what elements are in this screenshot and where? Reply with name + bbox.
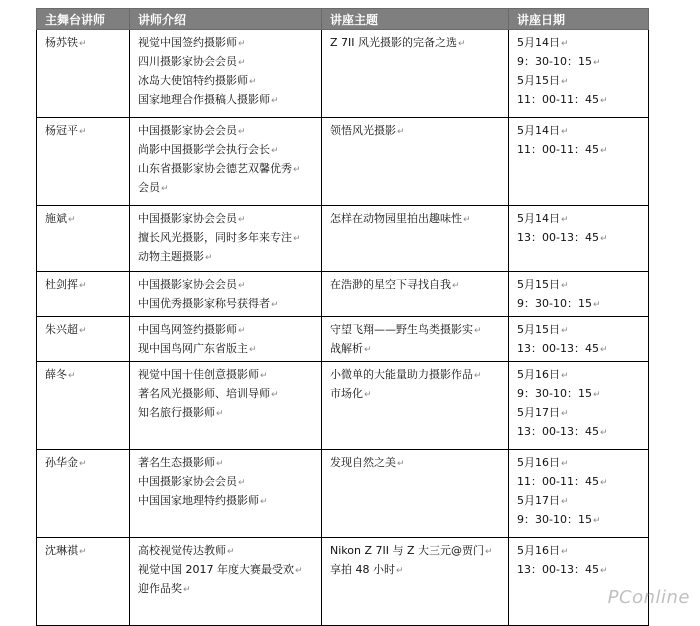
paragraph-mark-icon: ↵: [561, 547, 569, 557]
intro-line-text: 国家地理合作摄稿人摄影师: [138, 93, 270, 106]
topic-line: [330, 122, 504, 141]
paragraph-mark-icon: ↵: [238, 58, 246, 68]
cell-lecture-date: [509, 206, 649, 272]
cell-lecturer-intro: [130, 538, 322, 626]
intro-line-text: 现中国鸟网广东省版主: [138, 342, 248, 355]
date-line-text: 11：00-11：45: [517, 143, 599, 156]
paragraph-mark-icon: ↵: [79, 459, 87, 469]
intro-line-text: 动物主题摄影: [138, 250, 204, 263]
paragraph-mark-icon: ↵: [79, 281, 87, 291]
paragraph-mark-icon: ↵: [271, 390, 279, 400]
paragraph-mark-icon: ↵: [561, 39, 569, 49]
date-line-text: 5月14日: [517, 36, 560, 49]
date-line: [517, 492, 644, 511]
intro-line: [138, 542, 317, 561]
paragraph-mark-icon: ↵: [293, 234, 301, 244]
intro-line-text: 视觉中国签约摄影师: [138, 36, 237, 49]
date-line: [517, 511, 644, 530]
paragraph-mark-icon: ↵: [463, 215, 471, 225]
watermark-logo: PConline: [607, 587, 690, 608]
date-line-text: 9：30-10：15: [517, 297, 592, 310]
intro-line: [138, 229, 317, 248]
table-row: [37, 118, 649, 206]
paragraph-mark-icon: ↵: [205, 253, 213, 263]
paragraph-mark-icon: ↵: [396, 566, 404, 576]
paragraph-mark-icon: ↵: [599, 566, 608, 576]
paragraph-mark-icon: ↵: [561, 127, 569, 137]
table-row: [37, 272, 649, 317]
cell-lecturer-name: [37, 317, 130, 362]
topic-line: [330, 34, 504, 53]
paragraph-mark-icon: ↵: [561, 497, 569, 507]
lecturer-name: [45, 454, 125, 473]
paragraph-mark-icon: ↵: [260, 371, 268, 381]
intro-line-text: 视觉中国 2017 年度大赛最受欢: [138, 563, 294, 576]
date-line-text: 13：00-13：45: [517, 425, 599, 438]
paragraph-mark-icon: ↵: [592, 390, 601, 400]
topic-line-text: 市场化: [330, 387, 363, 400]
intro-line: [138, 454, 317, 473]
intro-line: [138, 276, 317, 295]
paragraph-mark-icon: ↵: [249, 77, 257, 87]
intro-line: [138, 321, 317, 340]
paragraph-mark-icon: ↵: [561, 281, 569, 291]
table-row: [37, 317, 649, 362]
date-line: [517, 229, 644, 248]
table-row: [37, 450, 649, 538]
cell-lecturer-name: [37, 118, 130, 206]
intro-line-text: 中国摄影家协会会员: [138, 278, 237, 291]
paragraph-mark-icon: ↵: [79, 39, 87, 49]
paragraph-mark-icon: ↵: [599, 96, 608, 106]
topic-line-text: Nikon Z 7II 与 Z 大三元@贾门: [330, 544, 485, 557]
lecturer-name-text: 杨苏铁: [45, 36, 78, 49]
intro-line: [138, 295, 317, 314]
intro-line: [138, 210, 317, 229]
intro-line: [138, 53, 317, 72]
intro-line: [138, 561, 317, 580]
intro-line: [138, 141, 317, 160]
lecturer-name: [45, 321, 125, 340]
paragraph-mark-icon: ↵: [227, 547, 235, 557]
cell-lecturer-intro: [130, 30, 322, 118]
paragraph-mark-icon: ↵: [260, 497, 268, 507]
document-page: [36, 8, 649, 626]
intro-line: [138, 340, 317, 359]
topic-line-text: 怎样在动物园里拍出趣味性: [330, 212, 462, 225]
date-line: [517, 122, 644, 141]
intro-line: [138, 366, 317, 385]
intro-line: [138, 580, 317, 599]
date-line: [517, 72, 644, 91]
date-line: [517, 53, 644, 72]
lecture-schedule-table: [36, 8, 649, 626]
intro-line-text: 会员: [138, 181, 160, 194]
intro-line: [138, 160, 317, 179]
date-line: [517, 141, 644, 160]
topic-line-text: 在浩渺的星空下寻找自我: [330, 278, 451, 291]
paragraph-mark-icon: ↵: [485, 547, 493, 557]
paragraph-mark-icon: ↵: [397, 127, 405, 137]
paragraph-mark-icon: ↵: [561, 77, 569, 87]
intro-line: [138, 492, 317, 511]
paragraph-mark-icon: ↵: [79, 326, 87, 336]
paragraph-mark-icon: ↵: [238, 39, 246, 49]
paragraph-mark-icon: ↵: [183, 585, 191, 595]
date-line-text: 5月15日: [517, 278, 560, 291]
paragraph-mark-icon: ↵: [161, 184, 169, 194]
intro-line-text: 高校视觉传达教师: [138, 544, 226, 557]
intro-line-text: 冰岛大使馆特约摄影师: [138, 74, 248, 87]
cell-lecture-date: [509, 362, 649, 450]
intro-line-text: 著名生态摄影师: [138, 456, 215, 469]
topic-line: [330, 340, 504, 359]
paragraph-mark-icon: ↵: [599, 146, 608, 156]
cell-lecture-topic: [322, 118, 509, 206]
date-line-text: 13：00-13：45: [517, 342, 599, 355]
cell-lecture-date: [509, 30, 649, 118]
cell-lecture-date: [509, 450, 649, 538]
intro-line: [138, 179, 317, 198]
paragraph-mark-icon: ↵: [238, 281, 246, 291]
intro-line-text: 中国优秀摄影家称号获得者: [138, 297, 270, 310]
cell-lecture-topic: [322, 206, 509, 272]
intro-line: [138, 91, 317, 110]
cell-lecture-topic: [322, 317, 509, 362]
paragraph-mark-icon: ↵: [599, 345, 608, 355]
intro-line: [138, 404, 317, 423]
table-row: [37, 206, 649, 272]
intro-line-text: 中国鸟网签约摄影师: [138, 323, 237, 336]
topic-line-text: 小微单的大能量助力摄影作品: [330, 368, 473, 381]
date-line-text: 5月17日: [517, 406, 560, 419]
cell-lecture-topic: [322, 362, 509, 450]
paragraph-mark-icon: ↵: [561, 326, 569, 336]
header-date: 讲座日期: [509, 9, 649, 30]
paragraph-mark-icon: ↵: [68, 371, 76, 381]
date-line-text: 5月16日: [517, 456, 560, 469]
lecturer-name: [45, 276, 125, 295]
topic-line: [330, 321, 504, 340]
topic-line-text: 守望飞翔——野生鸟类摄影实: [330, 323, 473, 336]
date-line: [517, 423, 644, 442]
cell-lecture-topic: [322, 538, 509, 626]
table-header-row: [37, 9, 649, 30]
date-line: [517, 276, 644, 295]
topic-line: [330, 276, 504, 295]
paragraph-mark-icon: ↵: [592, 58, 601, 68]
date-line: [517, 542, 644, 561]
lecturer-name: [45, 34, 125, 53]
topic-line: [330, 561, 504, 580]
paragraph-mark-icon: ↵: [599, 478, 608, 488]
date-line: [517, 295, 644, 314]
intro-line: [138, 122, 317, 141]
intro-line-text: 中国国家地理特约摄影师: [138, 494, 259, 507]
intro-line-text: 中国摄影家协会会员: [138, 212, 237, 225]
topic-line: [330, 454, 504, 473]
intro-line: [138, 72, 317, 91]
header-topic: 讲座主题: [322, 9, 509, 30]
date-line: [517, 340, 644, 359]
lecturer-name: [45, 122, 125, 141]
table-row: [37, 362, 649, 450]
topic-line: [330, 385, 504, 404]
paragraph-mark-icon: ↵: [271, 300, 279, 310]
lecturer-name: [45, 210, 125, 229]
table-row: [37, 538, 649, 626]
date-line-text: 13：00-13：45: [517, 563, 599, 576]
paragraph-mark-icon: ↵: [216, 409, 224, 419]
cell-lecturer-name: [37, 30, 130, 118]
paragraph-mark-icon: ↵: [592, 300, 601, 310]
header-intro: 讲师介绍: [130, 9, 322, 30]
lecturer-name-text: 薛冬: [45, 368, 67, 381]
date-line-text: 5月16日: [517, 544, 560, 557]
cell-lecture-topic: [322, 30, 509, 118]
header-lecturer: 主舞台讲师: [37, 9, 130, 30]
date-line-text: 11：00-11：45: [517, 475, 599, 488]
cell-lecture-date: [509, 118, 649, 206]
intro-line-text: 擅长风光摄影，同时多年来专注: [138, 231, 292, 244]
topic-line-text: Z 7II 风光摄影的完备之选: [330, 36, 458, 49]
paragraph-mark-icon: ↵: [599, 234, 608, 244]
date-line: [517, 34, 644, 53]
intro-line: [138, 385, 317, 404]
date-line: [517, 561, 644, 580]
lecturer-name: [45, 542, 125, 561]
topic-line-text: 发现自然之美: [330, 456, 396, 469]
cell-lecture-date: [509, 317, 649, 362]
intro-line-text: 中国摄影家协会会员: [138, 475, 237, 488]
date-line-text: 5月14日: [517, 124, 560, 137]
cell-lecturer-intro: [130, 317, 322, 362]
cell-lecturer-intro: [130, 206, 322, 272]
topic-line: [330, 542, 504, 561]
paragraph-mark-icon: ↵: [561, 459, 569, 469]
paragraph-mark-icon: ↵: [238, 478, 246, 488]
lecturer-name-text: 朱兴超: [45, 323, 78, 336]
date-line-text: 5月17日: [517, 494, 560, 507]
table-row: [37, 30, 649, 118]
date-line-text: 5月14日: [517, 212, 560, 225]
date-line-text: 9：30-10：15: [517, 55, 592, 68]
date-line-text: 11：00-11：45: [517, 93, 599, 106]
lecturer-name-text: 沈琳祺: [45, 544, 78, 557]
paragraph-mark-icon: ↵: [599, 428, 608, 438]
date-line-text: 13：00-13：45: [517, 231, 599, 244]
topic-line-text: 领悟风光摄影: [330, 124, 396, 137]
paragraph-mark-icon: ↵: [364, 390, 372, 400]
paragraph-mark-icon: ↵: [79, 127, 87, 137]
paragraph-mark-icon: ↵: [364, 345, 372, 355]
cell-lecture-date: [509, 272, 649, 317]
paragraph-mark-icon: ↵: [397, 459, 405, 469]
date-line: [517, 210, 644, 229]
cell-lecturer-name: [37, 206, 130, 272]
cell-lecturer-name: [37, 362, 130, 450]
paragraph-mark-icon: ↵: [249, 345, 257, 355]
date-line: [517, 91, 644, 110]
paragraph-mark-icon: ↵: [561, 215, 569, 225]
date-line: [517, 473, 644, 492]
cell-lecture-date: [509, 538, 649, 626]
paragraph-mark-icon: ↵: [474, 326, 482, 336]
paragraph-mark-icon: ↵: [238, 215, 246, 225]
date-line-text: 9：30-10：15: [517, 387, 592, 400]
paragraph-mark-icon: ↵: [561, 371, 569, 381]
paragraph-mark-icon: ↵: [238, 127, 246, 137]
cell-lecturer-intro: [130, 450, 322, 538]
lecturer-name-text: 施斌: [45, 212, 67, 225]
date-line-text: 5月16日: [517, 368, 560, 381]
cell-lecture-topic: [322, 450, 509, 538]
intro-line-text: 中国摄影家协会会员: [138, 124, 237, 137]
cell-lecturer-intro: [130, 362, 322, 450]
date-line-text: 5月15日: [517, 74, 560, 87]
date-line: [517, 404, 644, 423]
date-line: [517, 385, 644, 404]
lecturer-name-text: 杜剑挥: [45, 278, 78, 291]
intro-line-text: 尚影中国摄影学会执行会长: [138, 143, 270, 156]
paragraph-mark-icon: ↵: [474, 371, 482, 381]
intro-line-text: 迎作品奖: [138, 582, 182, 595]
topic-line: [330, 366, 504, 385]
lecturer-name-text: 孙华金: [45, 456, 78, 469]
intro-line: [138, 248, 317, 267]
paragraph-mark-icon: ↵: [561, 409, 569, 419]
lecturer-name-text: 杨冠平: [45, 124, 78, 137]
date-line-text: 5月15日: [517, 323, 560, 336]
paragraph-mark-icon: ↵: [293, 165, 301, 175]
intro-line-text: 著名风光摄影师、培训导师: [138, 387, 270, 400]
paragraph-mark-icon: ↵: [271, 96, 279, 106]
date-line: [517, 321, 644, 340]
paragraph-mark-icon: ↵: [79, 547, 87, 557]
intro-line-text: 视觉中国十佳创意摄影师: [138, 368, 259, 381]
cell-lecturer-name: [37, 538, 130, 626]
paragraph-mark-icon: ↵: [271, 146, 279, 156]
paragraph-mark-icon: ↵: [238, 326, 246, 336]
cell-lecturer-name: [37, 450, 130, 538]
cell-lecturer-intro: [130, 118, 322, 206]
paragraph-mark-icon: ↵: [458, 39, 466, 49]
intro-line-text: 知名旅行摄影师: [138, 406, 215, 419]
paragraph-mark-icon: ↵: [592, 516, 601, 526]
topic-line-text: 战解析: [330, 342, 363, 355]
intro-line-text: 山东省摄影家协会德艺双馨优秀: [138, 162, 292, 175]
lecturer-name: [45, 366, 125, 385]
topic-line-text: 享拍 48 小时: [330, 563, 395, 576]
cell-lecturer-intro: [130, 272, 322, 317]
intro-line: [138, 473, 317, 492]
date-line: [517, 366, 644, 385]
paragraph-mark-icon: ↵: [295, 566, 303, 576]
cell-lecture-topic: [322, 272, 509, 317]
intro-line-text: 四川摄影家协会会员: [138, 55, 237, 68]
paragraph-mark-icon: ↵: [216, 459, 224, 469]
topic-line: [330, 210, 504, 229]
intro-line: [138, 34, 317, 53]
date-line: [517, 454, 644, 473]
date-line-text: 9：30-10：15: [517, 513, 592, 526]
paragraph-mark-icon: ↵: [68, 215, 76, 225]
cell-lecturer-name: [37, 272, 130, 317]
paragraph-mark-icon: ↵: [452, 281, 460, 291]
